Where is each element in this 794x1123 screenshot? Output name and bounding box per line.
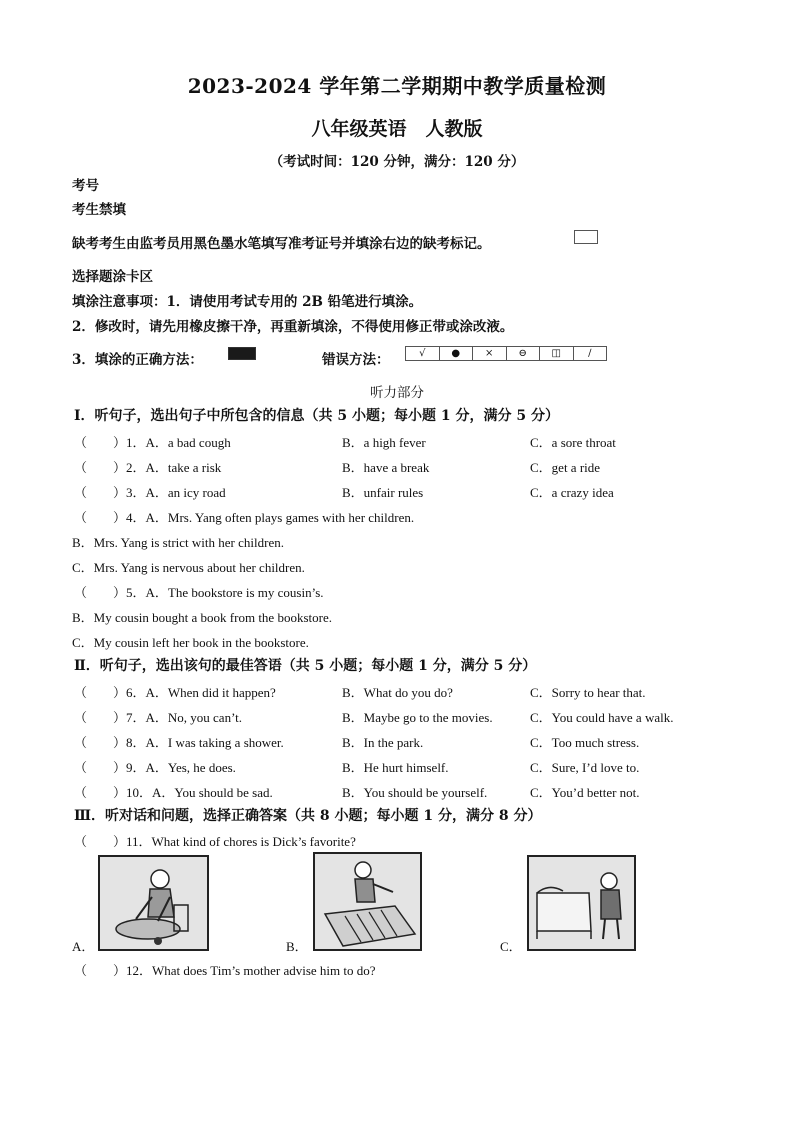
section-3-heading: Ⅲ．听对话和问题，选择正确答案（共 8 小题；每小题 1 分，满分 8 分） bbox=[74, 808, 542, 824]
q1-option-b[interactable]: B．a high fever bbox=[342, 435, 426, 450]
fill-note-3: 3．填涂的正确方法： bbox=[72, 352, 203, 368]
q11-picture-b[interactable] bbox=[313, 852, 422, 951]
q1-option-c[interactable]: C．a sore throat bbox=[530, 435, 616, 450]
q5-option-c[interactable]: C．My cousin left her book in the bookstore. bbox=[72, 635, 309, 650]
q9-option-a[interactable]: （ ）9．A．Yes, he does. bbox=[74, 760, 236, 775]
q3-option-a[interactable]: （ ）3．A．an icy road bbox=[74, 485, 226, 500]
q7-option-c[interactable]: C．You could have a walk. bbox=[530, 710, 674, 725]
q3-option-b[interactable]: B．unfair rules bbox=[342, 485, 424, 500]
wrong-oval-icon: ⊖ bbox=[507, 347, 541, 360]
washing-clothes-icon bbox=[100, 857, 207, 949]
exam-time-info: （考试时间：120 分钟，满分：120 分） bbox=[269, 154, 525, 170]
q4-option-c[interactable]: C．Mrs. Yang is nervous about her children. bbox=[72, 560, 305, 575]
exam-title: 2023-2024 学年第二学期期中教学质量检测 bbox=[187, 74, 607, 98]
wrong-check-icon: √ bbox=[406, 347, 440, 360]
wrong-cross-icon: × bbox=[473, 347, 507, 360]
forbidden-label: 考生禁填 bbox=[72, 202, 126, 218]
q3-option-c[interactable]: C．a crazy idea bbox=[530, 485, 614, 500]
card-area-label: 选择题涂卡区 bbox=[72, 269, 153, 285]
wrong-slash-icon: ∕ bbox=[588, 348, 592, 359]
q11-option-b-label[interactable]: B． bbox=[286, 939, 308, 954]
absent-mark-box[interactable] bbox=[574, 230, 598, 244]
q8-option-a[interactable]: （ ）8．A．I was taking a shower. bbox=[74, 735, 284, 750]
fill-note-1: 填涂注意事项：1．请使用考试专用的 2B 铅笔进行填涂。 bbox=[72, 294, 423, 310]
correct-fill-swatch bbox=[228, 347, 256, 360]
q6-option-b[interactable]: B．What do you do? bbox=[342, 685, 453, 700]
q11-question: （ ）11．What kind of chores is Dick’s favorite? bbox=[74, 834, 356, 849]
wrong-methods-strip bbox=[405, 346, 607, 361]
q7-option-b[interactable]: B．Maybe go to the movies. bbox=[342, 710, 493, 725]
q7-option-a[interactable]: （ ）7．A．No, you can’t. bbox=[74, 710, 243, 725]
q5-option-b[interactable]: B．My cousin bought a book from the bookstore. bbox=[72, 610, 332, 625]
q8-option-c[interactable]: C．Too much stress. bbox=[530, 735, 640, 750]
q5-option-a[interactable]: （ ）5．A．The bookstore is my cousin’s. bbox=[74, 585, 324, 600]
q12-question: （ ）12．What does Tim’s mother advise him to do? bbox=[74, 963, 376, 978]
q1-option-a[interactable]: （ ）1．A．a bad cough bbox=[74, 435, 231, 450]
q10-option-a[interactable]: （ ）10．A．You should be sad. bbox=[74, 785, 273, 800]
q10-option-c[interactable]: C．You’d better not. bbox=[530, 785, 640, 800]
absent-note: 缺考考生由监考员用黑色墨水笔填写准考证号并填涂右边的缺考标记。 bbox=[72, 236, 491, 252]
q8-option-b[interactable]: B．In the park. bbox=[342, 735, 424, 750]
q11-option-c-label[interactable]: C． bbox=[500, 939, 522, 954]
q2-option-c[interactable]: C．get a ride bbox=[530, 460, 601, 475]
wrong-bracket-icon: ◫ bbox=[540, 347, 574, 360]
q10-option-b[interactable]: B．You should be yourself. bbox=[342, 785, 488, 800]
kaohao-label: 考号 bbox=[72, 178, 99, 194]
q2-option-a[interactable]: （ ）2．A．take a risk bbox=[74, 460, 222, 475]
q9-option-c[interactable]: C．Sure, I’d love to. bbox=[530, 760, 640, 775]
q11-picture-c[interactable] bbox=[527, 855, 636, 951]
section-2-heading: Ⅱ．听句子，选出该句的最佳答语（共 5 小题；每小题 1 分，满分 5 分） bbox=[74, 658, 537, 674]
exam-subtitle: 八年级英语 人教版 bbox=[311, 118, 483, 140]
q4-option-a[interactable]: （ ）4．A．Mrs. Yang often plays games with her children. bbox=[74, 510, 415, 525]
wrong-dot-icon: ● bbox=[440, 347, 474, 360]
q6-option-c[interactable]: C．Sorry to hear that. bbox=[530, 685, 646, 700]
wrong-method-label: 错误方法： bbox=[322, 352, 390, 368]
fill-note-2: 2．修改时，请先用橡皮擦干净，再重新填涂，不得使用修正带或涂改液。 bbox=[72, 319, 514, 335]
q11-picture-a[interactable] bbox=[98, 855, 209, 951]
listening-heading: 听力部分 bbox=[370, 385, 424, 401]
section-1-heading: Ⅰ．听句子，选出句子中所包含的信息（共 5 小题；每小题 1 分，满分 5 分） bbox=[74, 408, 560, 424]
making-bed-icon bbox=[529, 857, 634, 949]
cleaning-icon bbox=[315, 854, 420, 949]
q9-option-b[interactable]: B．He hurt himself. bbox=[342, 760, 449, 775]
q4-option-b[interactable]: B．Mrs. Yang is strict with her children. bbox=[72, 535, 284, 550]
q11-option-a-label[interactable]: A． bbox=[72, 939, 95, 954]
q2-option-b[interactable]: B．have a break bbox=[342, 460, 430, 475]
q6-option-a[interactable]: （ ）6．A．When did it happen? bbox=[74, 685, 276, 700]
